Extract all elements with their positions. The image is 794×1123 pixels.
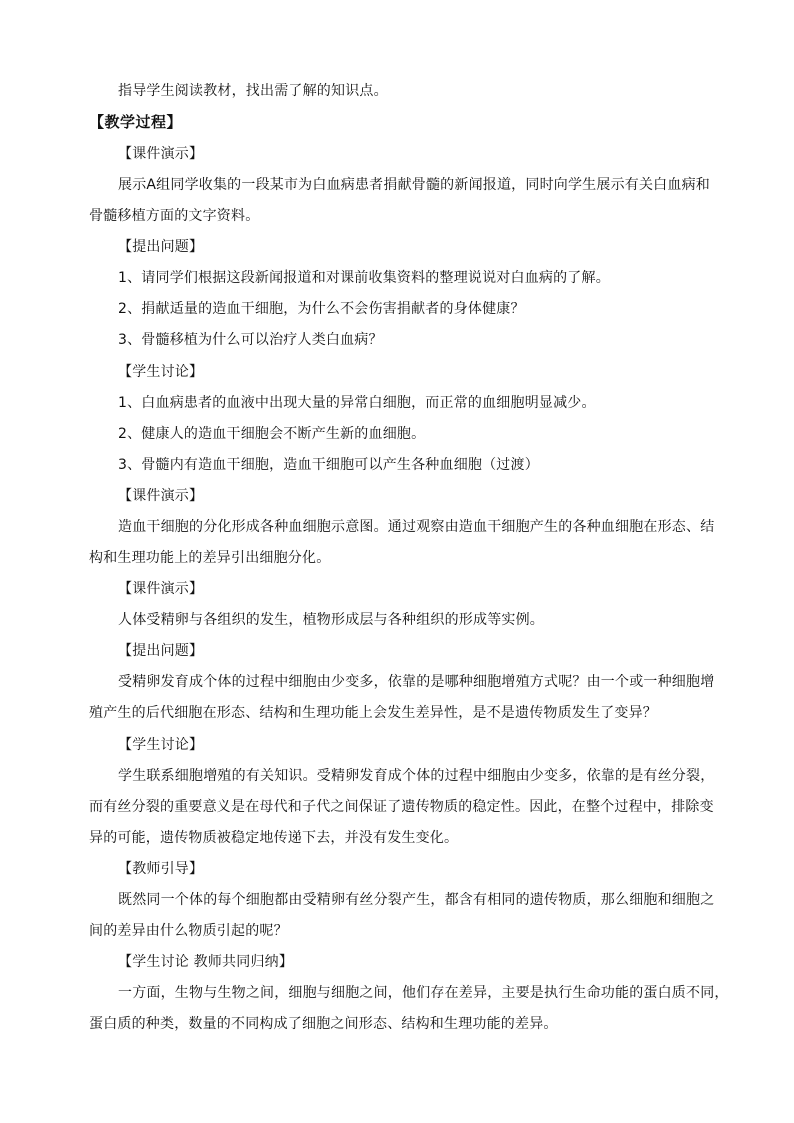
block-label: 【课件演示】 (118, 488, 204, 504)
paragraph-line: 蛋白质的种类，数量的不同构成了细胞之间形态、结构和生理功能的差异。 (89, 1016, 558, 1032)
list-item: 1、白血病患者的血液中出现大量的异常白细胞，而正常的血细胞明显减少。 (118, 395, 596, 411)
list-item: 3、骨髓移植为什么可以治疗人类白血病？ (118, 332, 383, 348)
block-label: 【学生讨论】 (118, 364, 204, 380)
paragraph-line: 构和生理功能上的差异引出细胞分化。 (89, 550, 331, 566)
block-label: 【提出问题】 (118, 239, 204, 255)
block-label: 【学生讨论】 (118, 737, 204, 753)
paragraph-line: 间的差异由什么物质引起的呢？ (89, 923, 288, 939)
block-label: 【提出问题】 (118, 643, 204, 659)
list-item: 3、骨髓内有造血干细胞，造血干细胞可以产生各种血细胞（过渡） (118, 457, 539, 473)
list-item: 1、请同学们根据这段新闻报道和对课前收集资料的整理说说对白血病的了解。 (118, 270, 610, 286)
paragraph-line: 受精卵发育成个体的过程中细胞由少变多，依靠的是哪种细胞增殖方式呢？由一个或一种细胞增 (118, 674, 715, 690)
list-item: 2、健康人的造血干细胞会不断产生新的血细胞。 (118, 426, 426, 442)
block-label: 【教师引导】 (118, 861, 204, 877)
intro-text: 指导学生阅读教材，找出需了解的知识点。 (118, 83, 388, 99)
block-label: 【课件演示】 (118, 146, 204, 162)
block-label: 【学生讨论 教师共同归纳】 (118, 954, 294, 970)
paragraph-line: 而有丝分裂的重要意义是在母代和子代之间保证了遗传物质的稳定性。因此，在整个过程中，排除变 (89, 799, 714, 815)
paragraph-line: 既然同一个体的每个细胞都由受精卵有丝分裂产生，都含有相同的遗传物质，那么细胞和细胞之 (118, 892, 715, 908)
paragraph-line: 展示A组同学收集的一段某市为白血病患者捐献骨髓的新闻报道，同时向学生展示有关白血病和 (118, 177, 710, 193)
paragraph-line: 殖产生的后代细胞在形态、结构和生理功能上会发生差异性，是不是遗传物质发生了变异？ (89, 705, 657, 721)
paragraph-line: 学生联系细胞增殖的有关知识。受精卵发育成个体的过程中细胞由少变多，依靠的是有丝分裂， (118, 768, 715, 784)
paragraph-line: 异的可能，遗传物质被稳定地传递下去，并没有发生变化。 (89, 830, 459, 846)
list-item: 2、捐献适量的造血干细胞，为什么不会伤害捐献者的身体健康？ (118, 301, 525, 317)
paragraph-line: 造血干细胞的分化形成各种血细胞示意图。通过观察由造血干细胞产生的各种血细胞在形态、结 (118, 519, 715, 535)
section-title: 【教学过程】 (89, 113, 183, 131)
block-label: 【课件演示】 (118, 581, 204, 597)
paragraph-line: 一方面，生物与生物之间，细胞与细胞之间，他们存在差异，主要是执行生命功能的蛋白质不同， (118, 985, 729, 1001)
paragraph-line: 人体受精卵与各组织的发生，植物形成层与各种组织的形成等实例。 (118, 612, 544, 628)
paragraph-line: 骨髓移植方面的文字资料。 (89, 208, 260, 224)
